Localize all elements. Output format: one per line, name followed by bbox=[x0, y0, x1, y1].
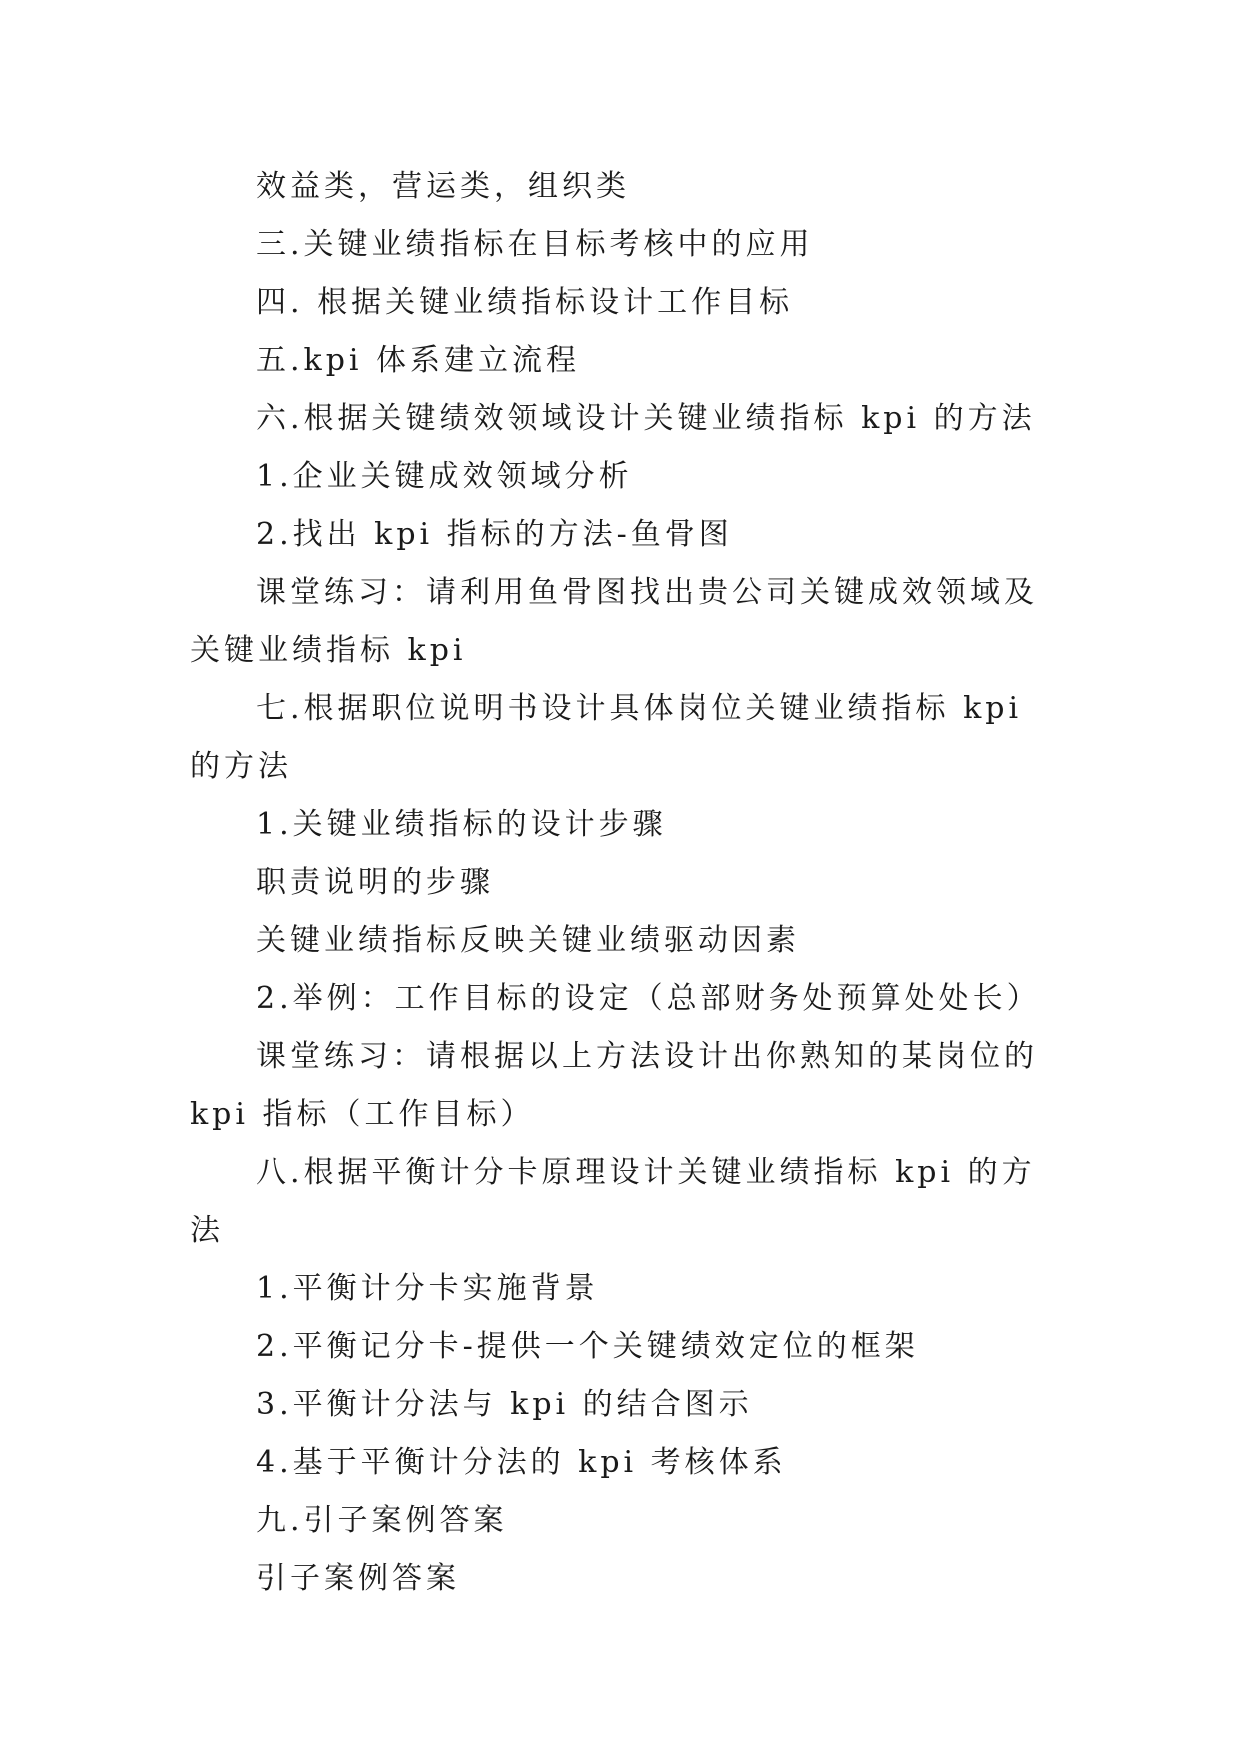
paragraph: 2.平衡记分卡-提供一个关键绩效定位的框架 bbox=[256, 1329, 919, 1364]
paragraph: 课堂练习：请利用鱼骨图找出贵公司关键成效领域及关键业绩指标 kpi bbox=[190, 575, 1038, 668]
paragraph: 九.引子案例答案 bbox=[256, 1503, 508, 1538]
paragraph: 3.平衡计分法与 kpi 的结合图示 bbox=[256, 1387, 753, 1422]
paragraph: 效益类，营运类，组织类 bbox=[256, 169, 630, 204]
paragraph: 六.根据关键绩效领域设计关键业绩指标 kpi 的方法 bbox=[256, 401, 1036, 436]
paragraph: 三.关键业绩指标在目标考核中的应用 bbox=[256, 227, 814, 262]
paragraph: 4.基于平衡计分法的 kpi 考核体系 bbox=[256, 1445, 787, 1480]
paragraph: 2.举例：工作目标的设定（总部财务处预算处处长） bbox=[256, 981, 1041, 1016]
paragraph: 五.kpi 体系建立流程 bbox=[256, 343, 581, 378]
paragraph: 职责说明的步骤 bbox=[256, 865, 494, 900]
document-body bbox=[190, 158, 1050, 1608]
paragraph: 课堂练习：请根据以上方法设计出你熟知的某岗位的 kpi 指标（工作目标） bbox=[190, 1039, 1038, 1132]
paragraph: 1.企业关键成效领域分析 bbox=[256, 459, 633, 494]
paragraph: 2.找出 kpi 指标的方法-鱼骨图 bbox=[256, 517, 733, 552]
paragraph: 四. 根据关键业绩指标设计工作目标 bbox=[256, 285, 794, 320]
paragraph: 1.关键业绩指标的设计步骤 bbox=[256, 807, 667, 842]
paragraph: 1.平衡计分卡实施背景 bbox=[256, 1271, 599, 1306]
paragraph: 引子案例答案 bbox=[256, 1561, 460, 1596]
paragraph: 关键业绩指标反映关键业绩驱动因素 bbox=[256, 923, 800, 958]
paragraph: 七.根据职位说明书设计具体岗位关键业绩指标 kpi 的方法 bbox=[190, 691, 1023, 784]
paragraph: 八.根据平衡计分卡原理设计关键业绩指标 kpi 的方法 bbox=[190, 1155, 1036, 1248]
